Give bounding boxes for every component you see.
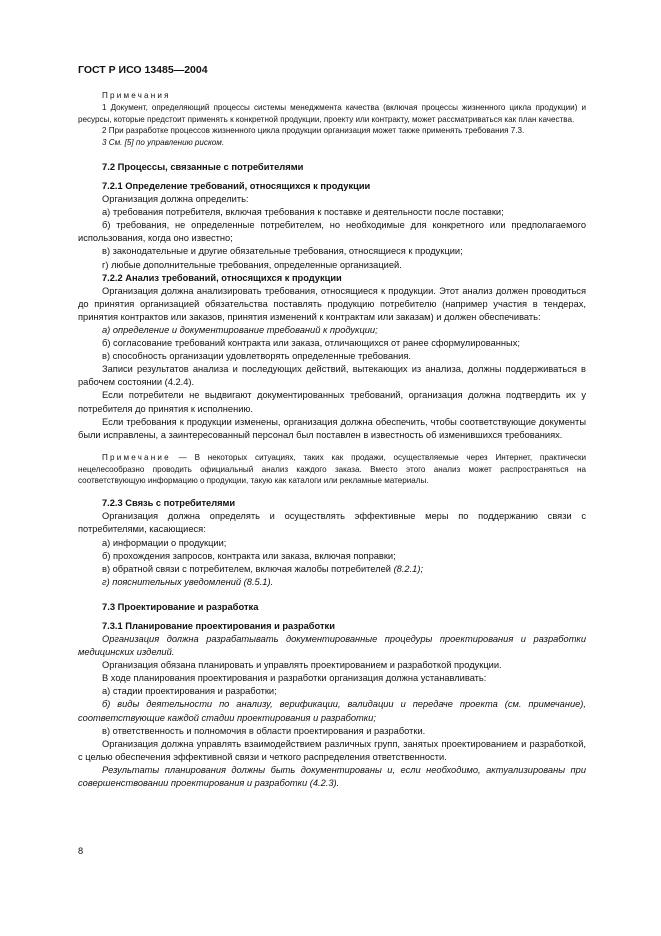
section-7-3-1-title: 7.3.1 Планирование проектирования и разработки	[102, 620, 335, 631]
list-item: в) способность организации удовлетворять определенные требования.	[102, 351, 411, 362]
paragraph: Организация должна разрабатывать документированные процедуры проектирования и разработки медицинских изделий.	[78, 634, 586, 658]
page-number: 8	[78, 846, 84, 856]
paragraph: Организация должна определять и осуществлять эффективные меры по поддержанию связи с потребителями, касающиеся:	[78, 511, 586, 535]
list-item: а) определение и документирование требований к продукции;	[102, 325, 378, 336]
list-item: б) согласование требований контракта или заказа, отличающихся от ранее сформулированных;	[102, 338, 520, 349]
paragraph: Организация обязана планировать и управлять проектированием и разработкой продукции.	[102, 660, 502, 671]
paragraph: Организация должна анализировать требования, относящиеся к продукции. Этот анализ должен проводиться до принятия организацией обязательства поставлять продукцию потребителю (например участия в тендерах, принятия контрактов или заказов, принятия изменений к контрактам или заказам) и должен обеспечивать:	[78, 285, 586, 322]
paragraph: Результаты планирования должны быть документированы и, если необходимо, актуализированы при совершенствовании проектирования и разработки (4.2.3).	[78, 764, 586, 789]
note-label: Примечание	[102, 452, 171, 462]
list-item: а) стадии проектирования и разработки;	[102, 686, 277, 697]
section-7-2-title: 7.2 Процессы, связанные с потребителями	[102, 160, 304, 172]
list-item: б) виды деятельности по анализу, верификации, валидации и передаче проекта (см. примечание), соответствующие каждой стадии проектирования и разработки;	[78, 699, 586, 723]
document-header: ГОСТ Р ИСО 13485—2004	[78, 64, 208, 76]
list-item: г) пояснительных уведомлений (8.5.1).	[102, 576, 274, 587]
paragraph: Записи результатов анализа и последующих действий, вытекающих из анализа, должны поддерживаться в рабочем состоянии (4.2.4).	[78, 364, 586, 388]
paragraph: Организация должна управлять взаимодействием различных групп, занятых проектированием и разработкой, с целью обеспечения эффективной связи и четкого распределения ответственности.	[78, 738, 586, 762]
paragraph: Организация должна определить:	[102, 194, 249, 205]
note-text: — В некоторых ситуациях, таких как продажи, осуществляемые через Интернет, практически нецелесообразно проводить официальный анализ каждого заказа. Вместо этого анализ может распространяться на соответствующую информацию о продукции, такую как каталоги или рекламные материалы.	[78, 452, 587, 486]
note-2: 2 При разработке процессов жизненного цикла продукции организация может также применять требования 7.3.	[102, 126, 525, 136]
section-7-2-2-title: 7.2.2 Анализ требований, относящихся к продукции	[102, 272, 342, 283]
notes-label: Примечания	[102, 91, 171, 100]
list-item: в) законодательные и другие обязательные требования, относящиеся к продукции;	[102, 246, 463, 257]
note	[78, 452, 586, 487]
list-item: а) информации о продукции;	[102, 537, 227, 548]
section-7-2-3-title: 7.2.3 Связь с потребителями	[102, 498, 236, 509]
cross-reference: (8.2.1);	[393, 563, 424, 574]
list-item: в) ответственность и полномочия в области проектирования и разработки.	[102, 725, 426, 736]
section-7-2-1-title: 7.2.1 Определение требований, относящихся к продукции	[102, 180, 371, 191]
note-1: 1 Документ, определяющий процессы системы менеджмента качества (включая процессы жизненного цикла продукции) и ресурсы, которые предстоит применять к конкретной продукции, проекту или контракту, может рассматриваться как план качества.	[78, 102, 586, 124]
list-item: г) любые дополнительные требования, определенные организацией.	[102, 259, 402, 270]
paragraph: Если потребители не выдвигают документированных требований, организация должна подтвердить их у потребителя до принятия к исполнению.	[78, 390, 586, 414]
document-page	[78, 64, 586, 790]
list-item: б) требования, не определенные потребителем, но необходимые для конкретного или предполагаемого использования, когда оно известно;	[78, 220, 586, 244]
list-item-text: в) обратной связи с потребителем, включая жалобы потребителей	[102, 563, 394, 574]
section-7-3-title: 7.3 Проектирование и разработка	[102, 600, 259, 612]
list-item: б) прохождения запросов, контракта или заказа, включая поправки;	[102, 550, 396, 561]
paragraph: В ходе планирования проектирования и разработки организация должна устанавливать:	[102, 673, 487, 684]
note-3: 3 См. [5] по управлению риском.	[102, 138, 225, 148]
list-item	[78, 563, 586, 576]
paragraph: Если требования к продукции изменены, организация должна обеспечить, чтобы соответствующие документы были исправлены, а заинтересованный персонал был поставлен в известность об изменившихся требованиях.	[78, 416, 586, 440]
list-item: а) требования потребителя, включая требования к поставке и деятельности после поставки;	[102, 207, 504, 218]
